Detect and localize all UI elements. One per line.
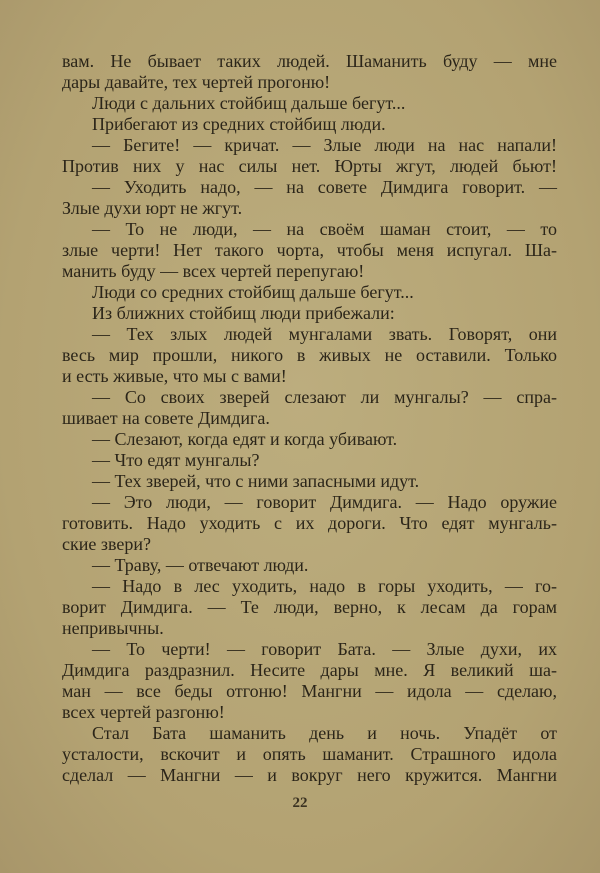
text-line: всех чертей разгоню! (62, 702, 225, 722)
text-line: усталости, вскочит и опять шаманит. Страшного идола (62, 744, 557, 764)
text-line: Против них у нас силы нет. Юрты жгут, людей бьют! (62, 156, 557, 176)
text-line: шивает на совете Димдига. (62, 408, 270, 428)
text-line: — Тех злых людей мунгалами звать. Говорят, они (92, 324, 557, 344)
text-line: готовить. Надо уходить с их дороги. Что едят мунгаль- (62, 513, 557, 533)
text-line: весь мир прошли, никого в живых не оставили. Только (62, 345, 557, 365)
text-line: непривычны. (62, 618, 164, 638)
text-line: — Надо в лес уходить, надо в горы уходить, — го- (92, 576, 557, 596)
text-line: — Уходить надо, — на совете Димдига говорит. — (92, 177, 557, 197)
text-line: ские звери? (62, 534, 151, 554)
text-line: ман — все беды отгоню! Мангни — идола — сделаю, (62, 681, 557, 701)
text-line: вам. Не бывает таких людей. Шаманить буду — мне (62, 51, 557, 71)
text-line: ворит Димдига. — Те люди, верно, к лесам да горам (62, 597, 557, 617)
text-line: Из ближних стойбищ люди прибежали: (92, 303, 395, 323)
text-line: — Со своих зверей слезают ли мунгалы? — спра- (92, 387, 557, 407)
text-line: Люди со средних стойбищ дальше бегут... (92, 282, 414, 302)
text-line: — То черти! — говорит Бата. — Злые духи, их (92, 639, 557, 659)
text-line: — Это люди, — говорит Димдига. — Надо оружие (92, 492, 557, 512)
text-line: и есть живые, что мы с вами! (62, 366, 287, 386)
text-line: — Траву, — отвечают люди. (92, 555, 309, 575)
text-line: злые черти! Нет такого чорта, чтобы меня испугал. Ша- (62, 240, 557, 260)
page-number: 22 (292, 795, 308, 811)
book-page-text (62, 51, 557, 786)
text-line: Стал Бата шаманить день и ночь. Упадёт от (92, 723, 557, 743)
text-line: сделал — Мангни — и вокруг него кружится. Мангни (62, 765, 557, 785)
text-line: — Бегите! — кричат. — Злые люди на нас напали! (92, 135, 557, 155)
text-line: — Слезают, когда едят и когда убивают. (92, 429, 398, 449)
text-line: Злые духи юрт не жгут. (62, 198, 243, 218)
text-line: — Тех зверей, что с ними запасными идут. (92, 471, 420, 491)
text-line: — Что едят мунгалы? (92, 450, 260, 470)
text-line: — То не люди, — на своём шаман стоит, — то (92, 219, 557, 239)
text-line: Димдига раздразнил. Несите дары мне. Я великий ша- (62, 660, 557, 680)
text-line: манить буду — всех чертей перепугаю! (62, 261, 365, 281)
text-line: Люди с дальних стойбищ дальше бегут... (92, 93, 406, 113)
text-line: Прибегают из средних стойбищ люди. (92, 114, 386, 134)
text-line: дары давайте, тех чертей прогоню! (62, 72, 331, 92)
